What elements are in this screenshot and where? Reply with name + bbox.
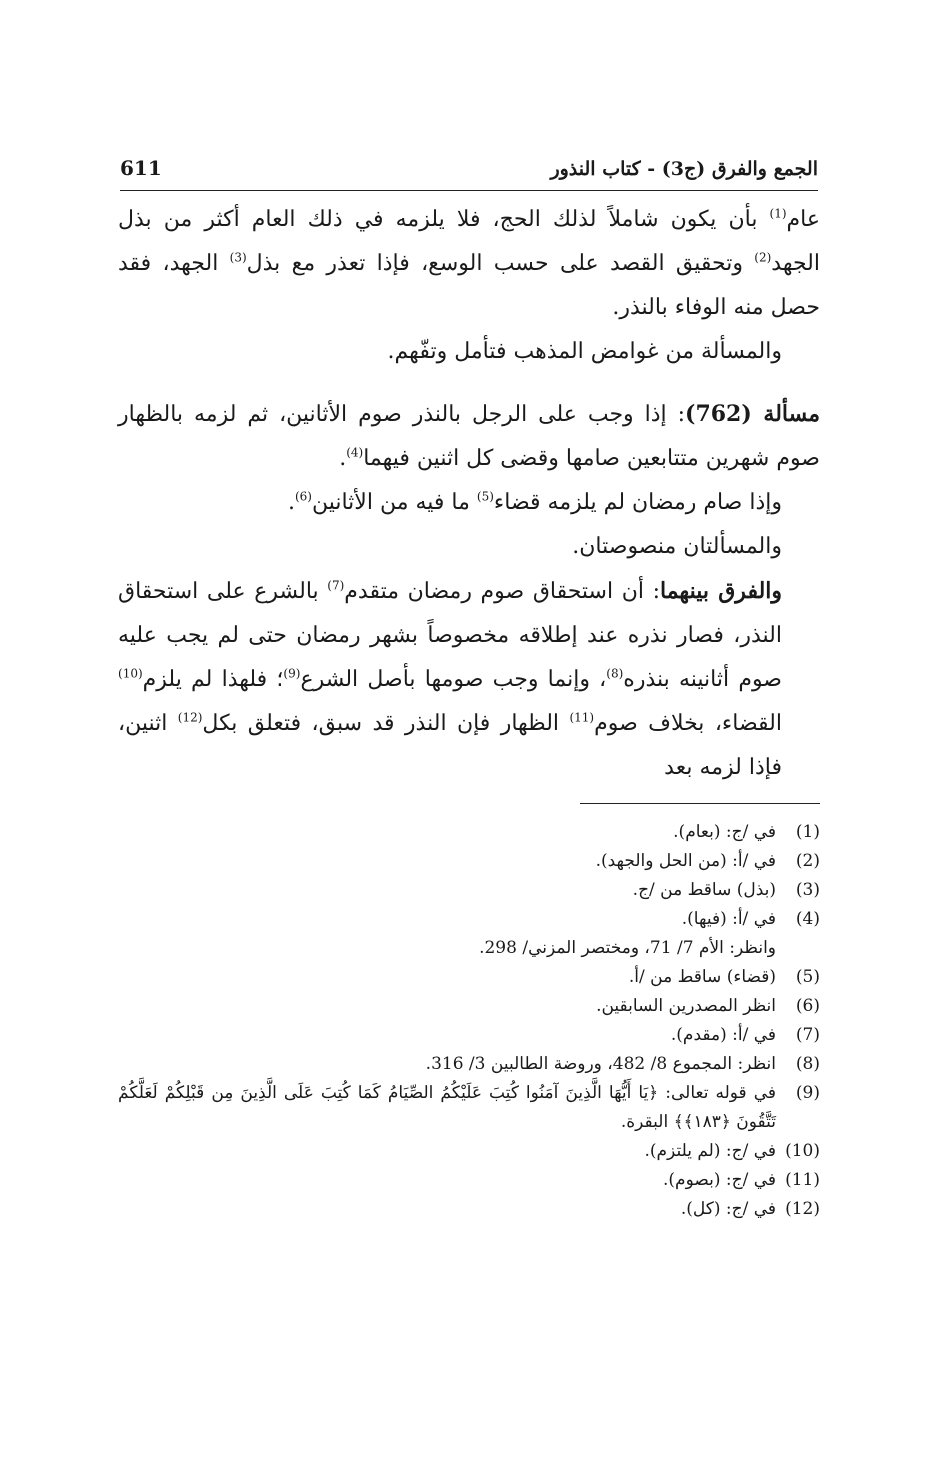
footnote-separator — [580, 803, 820, 804]
paragraph-3: مسألة (762): إذا وجب على الرجل بالنذر صوم الأثانين، ثم لزمه بالظهار صوم شهرين متتابعين صامها وقضى كل اثنين فيهما$^{(4)}$. — [118, 401, 821, 471]
paragraph-2: والمسألة من غوامض المذهب فتأمل وتفّهم. — [387, 339, 782, 364]
paragraph-1: عام$^{(1)}$ بأن يكون شاملاً لذلك الحج، فلا يلزمه في ذلك العام أكثر من بذل الجهد$^{(2)}$ وتحقيق القصد على حسب الوسع، فإذا تعذر مع بذل$^{(3)}$ الجهد، فقد حصل منه الوفاء بالنذر. — [118, 206, 820, 320]
footnote-ref-6: (6) — [294, 489, 312, 504]
footnote-ref-9: (9) — [283, 666, 301, 681]
footnote-ref-3: (3) — [229, 250, 247, 265]
footnote: (1) في /ج: (بعام). — [673, 822, 820, 842]
paragraph-6: والفرق بينهما: أن استحقاق صوم رمضان متقدم$^{(7)}$ بالشرع على استحقاق النذر، فصار نذره عند إطلاقه مخصوصاً بشهر رمضان حتى لم يجب عليه صوم أثانينه بنذره$^{(8)}$، وإنما وجب صومها بأصل الشرع$^{(9)}$؛ فلهذا لم يلزم$^{(10)}$ القضاء، بخلاف صوم$^{(11)}$ الظهار فإن النذر قد سبق، فتعلق بكل$^{(12)}$ اثنين، فإذا لزمه بعد — [118, 578, 783, 780]
footnote: (2) في /أ: (من الحل والجهد). — [595, 851, 820, 871]
issue-label: مسألة (762) — [685, 401, 821, 427]
footnote-ref-1: (1) — [769, 206, 787, 221]
page-header — [120, 136, 818, 191]
footnote-ref-11: (11) — [569, 710, 595, 725]
main-text — [118, 198, 820, 790]
page-number: 611 — [120, 156, 162, 180]
footnote: (12) في /ج: (كل). — [680, 1199, 820, 1219]
footnote: (10) في /ج: (لم يلتزم). — [644, 1141, 820, 1161]
footnotes — [118, 818, 820, 1224]
footnote: (3) (بذل) ساقط من /ج. — [632, 880, 820, 900]
footnote: (8) انظر: المجموع 8/ 482، وروضة الطالبين 3/ 316. — [425, 1054, 820, 1074]
footnote-ref-5: (5) — [476, 489, 494, 504]
footnote-ref-7: (7) — [327, 578, 345, 593]
footnote-ref-12: (12) — [177, 710, 203, 725]
footnote-continuation: وانظر: الأم 7/ 71، ومختصر المزني/ 298. — [479, 938, 776, 958]
footnote: (6) انظر المصدرين السابقين. — [596, 996, 820, 1016]
footnote-ref-8: (8) — [606, 666, 624, 681]
footnote-ref-10: (10) — [118, 666, 143, 681]
footnote: (11) في /ج: (بصوم). — [663, 1170, 820, 1190]
footnote-ref-4: (4) — [346, 445, 364, 460]
difference-label: والفرق بينهما — [660, 578, 783, 604]
running-title: الجمع والفرق (ج3) - كتاب النذور — [550, 158, 818, 180]
paragraph-4: وإذا صام رمضان لم يلزمه قضاء$^{(5)}$ ما فيه من الأثانين$^{(6)}$. — [287, 489, 782, 515]
paragraph-5: والمسألتان منصوصتان. — [572, 534, 782, 559]
footnote-ref-2: (2) — [754, 250, 772, 265]
footnote: (7) في /أ: (مقدم). — [670, 1025, 820, 1045]
footnote: (9) في قوله تعالى: ﴿يَا أَيُّهَا الَّذِينَ آمَنُوا كُتِبَ عَلَيْكُمُ الصِّيَامُ كَمَا كُتِبَ عَلَى الَّذِينَ مِن قَبْلِكُمْ لَعَلَّكُمْ تَتَّقُونَ ﴿١٨٣﴾﴾ البقرة. — [118, 1083, 820, 1132]
footnote: (4) في /أ: (فيها). — [681, 909, 820, 929]
footnote: (5) (قضاء) ساقط من /أ. — [628, 967, 820, 987]
